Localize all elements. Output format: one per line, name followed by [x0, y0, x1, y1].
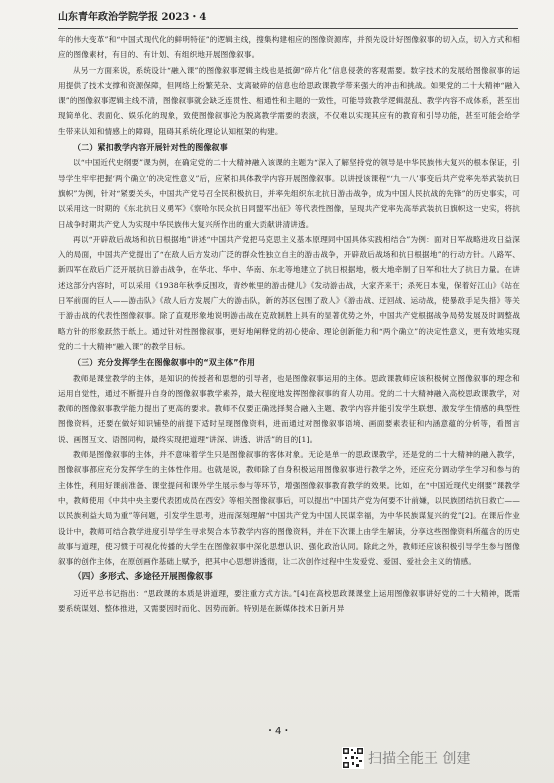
body-paragraph: 以“中国近代史纲要”课为例，在确定党的二十大精神融入该课的主题为“深入了解坚持党的领导是中华民族伟大复兴的根本保证，引导学生牢牢把握‘两个确立’的决定性意义”后，应紧扣具体教学内容开展图像叙事。以讲授该课程“‘九一八’事变后共产党率先举武装抗日旗帜”为例，针对“紧要关头，中国共产党号召全民积极抗日，并率先组织东北抗日游击战争，成为中国人民抗战的先锋”的历史事实，可以采用这一时期的《东北抗日义勇军》《察哈尔民众抗日同盟军出征》等代表性图像，呈现共产党率先高举武装抗日旗帜这一史实，将抗日战争时期共产党人为实现中华民族伟大复兴所作出的重大贡献讲清讲透。: [58, 158, 520, 229]
section-heading: （四）多形式、多途径开展图像叙事: [73, 572, 213, 583]
journal-header: [58, 10, 518, 29]
section-heading: （二）紧扣教学内容开展针对性的图像叙事: [73, 143, 228, 153]
body-paragraph: 再以“开辟敌后战场和抗日根据地”讲述“中国共产党把马克思主义基本原理同中国具体实践相结合”为例：面对日军战略进攻日益深入的局面，中国共产党提出了“在敌人后方发动广泛的群众性独立自主的游击战争，开辟敌后战场和抗日根据地”的行动方针。八路军、新四军在敌后广泛开展抗日游击战争，在华北、华中、华南、东北等地建立了抗日根据地，极大地牵制了日军和壮大了抗日力量。在讲述这部分内容时，可以采用《1938年秋季反围攻，青纱帐里的游击健儿》《发动游击战，大家齐来干；杀死日本鬼，保着好江山》《站在日军前面的巨人——游击队》《敌人后方发展广大的游击队，新的苏区包围了敌人》《游击战、迂回战、运动战，使暴敌手足失措》等关于游击战的代表性图像叙事。除了直观形象地说明游击战在克敌制胜上具有的显著优势之外，中国共产党根据战争局势发展及时调整战略方针的形象跃然于纸上。通过针对性图像叙事，更好地阐释党的初心使命、理论创新能力和“两个确立”的决定性意义，更有效地实现党的二十大精神“融入课”的教学目标。: [58, 234, 520, 351]
journal-title: 山东青年政治学院学报 2023・4: [58, 12, 207, 23]
body-paragraph: 从另一方面来说，系统设计“融入课”的图像叙事逻辑主线也是抵御“碎片化”信息侵袭的客观需要。数字技术的发展给图像叙事的运用提供了技术支撑和资源保障，但网络上纷繁芜杂、支离破碎的信息也给思政课教学带来强大的冲击和挑战。如果党的二十大精神“融入课”的图像叙事逻辑主线不清，图像叙事就会缺乏连贯性、相通性和主题的一致性，可能导致教学逻辑混乱、教学内容不成体系，甚至出现简单化、表面化、娱乐化的现象，致使图像叙事沦为脱离教学需要的表演，不仅难以实现其应有的教育和引导功能，甚至可能会给学生带来认知和情感上的障碍，阻碍其系统化理论认知框架的构建。: [58, 65, 520, 136]
body-paragraph: 教师是图像叙事的主体，并不意味着学生只是图像叙事的客体对象。无论是单一的思政课教学，还是党的二十大精神的融入教学，图像叙事都应充分发挥学生的主体性作用。也就是说，教师除了自身积极运用图像叙事进行教学之外，还应充分调动学生学习和参与的主体性，利用好课前准备、课堂提问和课外学生展示参与等环节，增强图像叙事教育教学的效果。比如，在“中国近现代史纲要”课教学中，教师使用《中共中央主要代表团成员在西安》等相关图像叙事后，可以提出“中国共产党为何要不计前嫌，以民族团结抗日救亡——以民族利益大局为重”等问题，引发学生思考，进而深刻理解“中国共产党为中国人民谋幸福，为中华民族谋复兴的党”[2]。在课后作业设计中，教师可结合教学进度引导学生寻求契合本节教学内容的图像资料，并在下次课上由学生解读，分享这些图像资料所蕴含的历史故事与道理，使习惯于可视化传播的大学生在图像叙事中深化思想认识、强化政治认同。除此之外，教师还应该积极引导学生参与图像叙事的创作主体，在原创画作基础上赋予，把其中心思想讲透彻，让二次创作过程中生发爱党、爱国、爱社会主义的情感。: [58, 450, 520, 567]
body-paragraph: 习近平总书记指出：“思政课的本质是讲道理，要注重方式方法。”[4]在高校思政课课堂上运用图像叙事讲好党的二十大精神，既需要系统谋划、整体推进，又需要因时而化、因势而新。特别是在新媒体技术日新月异: [58, 588, 520, 613]
body-paragraph: 教师是课堂教学的主体，是知识的传授者和思想的引导者，也是图像叙事运用的主体。思政课教师应该积极树立图像叙事的理念和运用自觉性，通过不断提升自身的图像叙事教学素养，最大程度地发挥图像叙事的育人功用。党的二十大精神融入高校思政课教学，对教师的图像叙事教学能力提出了更高的要求。教师不仅要正确选择契合融入主题、教学内容并能引发学生联想、激发学生情感的典型性图像资料，还要在做好知识铺垫的前提下适时呈现图像资料，进而通过对图像叙事语境、画面要素表征和内涵意蕴的分析等，看图言说、画图互文、语图同构，最终实现把道理“讲深、讲透、讲活”的目的[1]。: [58, 373, 520, 444]
scanner-watermark: 扫描全能王 创建: [368, 751, 471, 767]
page-number: ・4・: [265, 726, 292, 737]
section-heading: （三）充分发挥学生在图像叙事中的“双主体”作用: [73, 358, 255, 368]
article-body: [58, 32, 520, 616]
qr-code-icon: [342, 747, 364, 769]
body-paragraph: 年的伟大变革”和“中国式现代化的鲜明特征”的逻辑主线，搜集构建相应的图像资源库，并预先设计好图像叙事的切入点，切入方式和相应的图像素材，有目的、有计划、有组织地开展图像叙事。: [58, 35, 520, 60]
